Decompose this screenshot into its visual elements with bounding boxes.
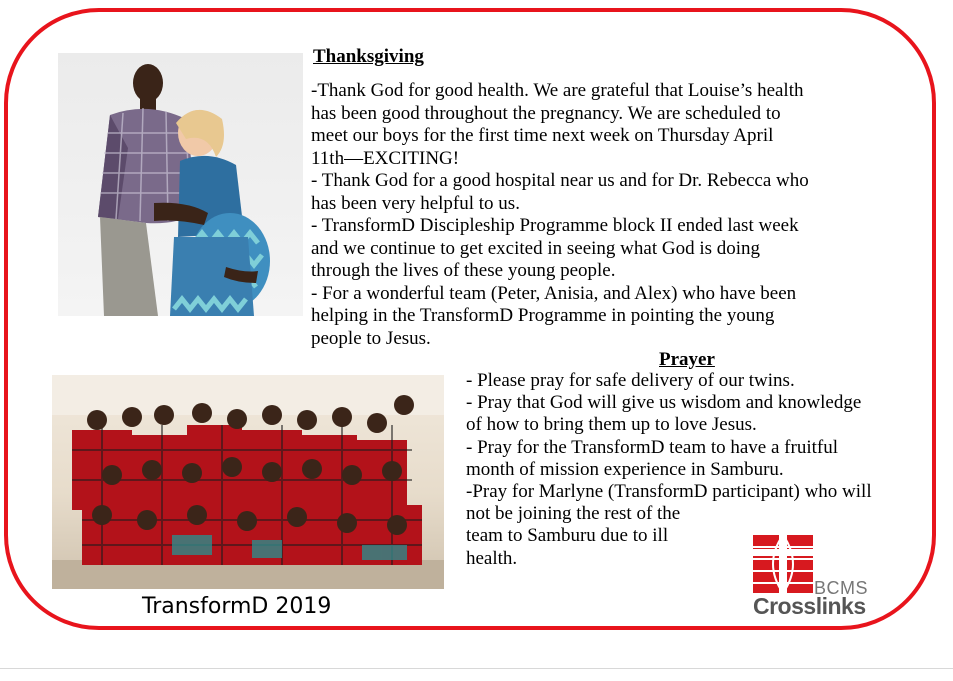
- text-line: 11th—EXCITING!: [311, 147, 460, 169]
- group-photo-caption: TransformD 2019: [142, 594, 332, 619]
- text-line: meet our boys for the first time next week on Thursday April: [311, 125, 774, 146]
- text-line: of how to bring them up to love Jesus.: [466, 414, 757, 436]
- thanksgiving-text: [311, 80, 879, 350]
- logo-subtitle: BCMS: [814, 578, 869, 598]
- logo-wordmark: Crosslinks: [753, 593, 866, 619]
- text-line: through the lives of these young people.: [311, 260, 616, 281]
- text-line: -Pray for Marlyne (TransformD participant) who will: [466, 481, 872, 503]
- thanksgiving-heading: Thanksgiving: [313, 46, 424, 67]
- bottom-divider: [0, 668, 953, 669]
- text-line: - Pray that God will give us wisdom and knowledge: [466, 392, 862, 414]
- text-line: - Please pray for safe delivery of our twins.: [466, 370, 795, 391]
- text-line: health.: [466, 547, 518, 569]
- text-line: - TransformD Discipleship Programme block II ended last week: [311, 215, 799, 236]
- text-line: people to Jesus.: [311, 327, 431, 349]
- text-line: and we continue to get excited in seeing what God is doing: [311, 237, 761, 259]
- group-photo: [52, 375, 444, 589]
- text-line: - For a wonderful team (Peter, Anisia, and Alex) who have been: [311, 282, 797, 304]
- text-line: month of mission experience in Samburu.: [466, 458, 784, 480]
- text-line: has been good throughout the pregnancy. We are scheduled to: [311, 102, 781, 124]
- text-line: - Pray for the TransformD team to have a fruitful: [466, 436, 838, 458]
- couple-photo-illustration: [58, 53, 303, 316]
- text-line: not be joining the rest of the: [466, 503, 681, 525]
- text-line: has been very helpful to us.: [311, 192, 520, 214]
- crosslinks-logo: [751, 531, 881, 621]
- crosslinks-globe-icon: [753, 531, 813, 593]
- couple-photo: [58, 53, 303, 316]
- text-line: - Thank God for a good hospital near us and for Dr. Rebecca who: [311, 170, 809, 191]
- text-line: -Thank God for good health. We are grateful that Louise’s health: [311, 80, 804, 101]
- text-line: team to Samburu due to ill: [466, 525, 669, 547]
- prayer-heading: Prayer: [659, 349, 715, 370]
- text-line: helping in the TransformD Programme in pointing the young: [311, 305, 775, 326]
- group-photo-illustration: [52, 375, 444, 589]
